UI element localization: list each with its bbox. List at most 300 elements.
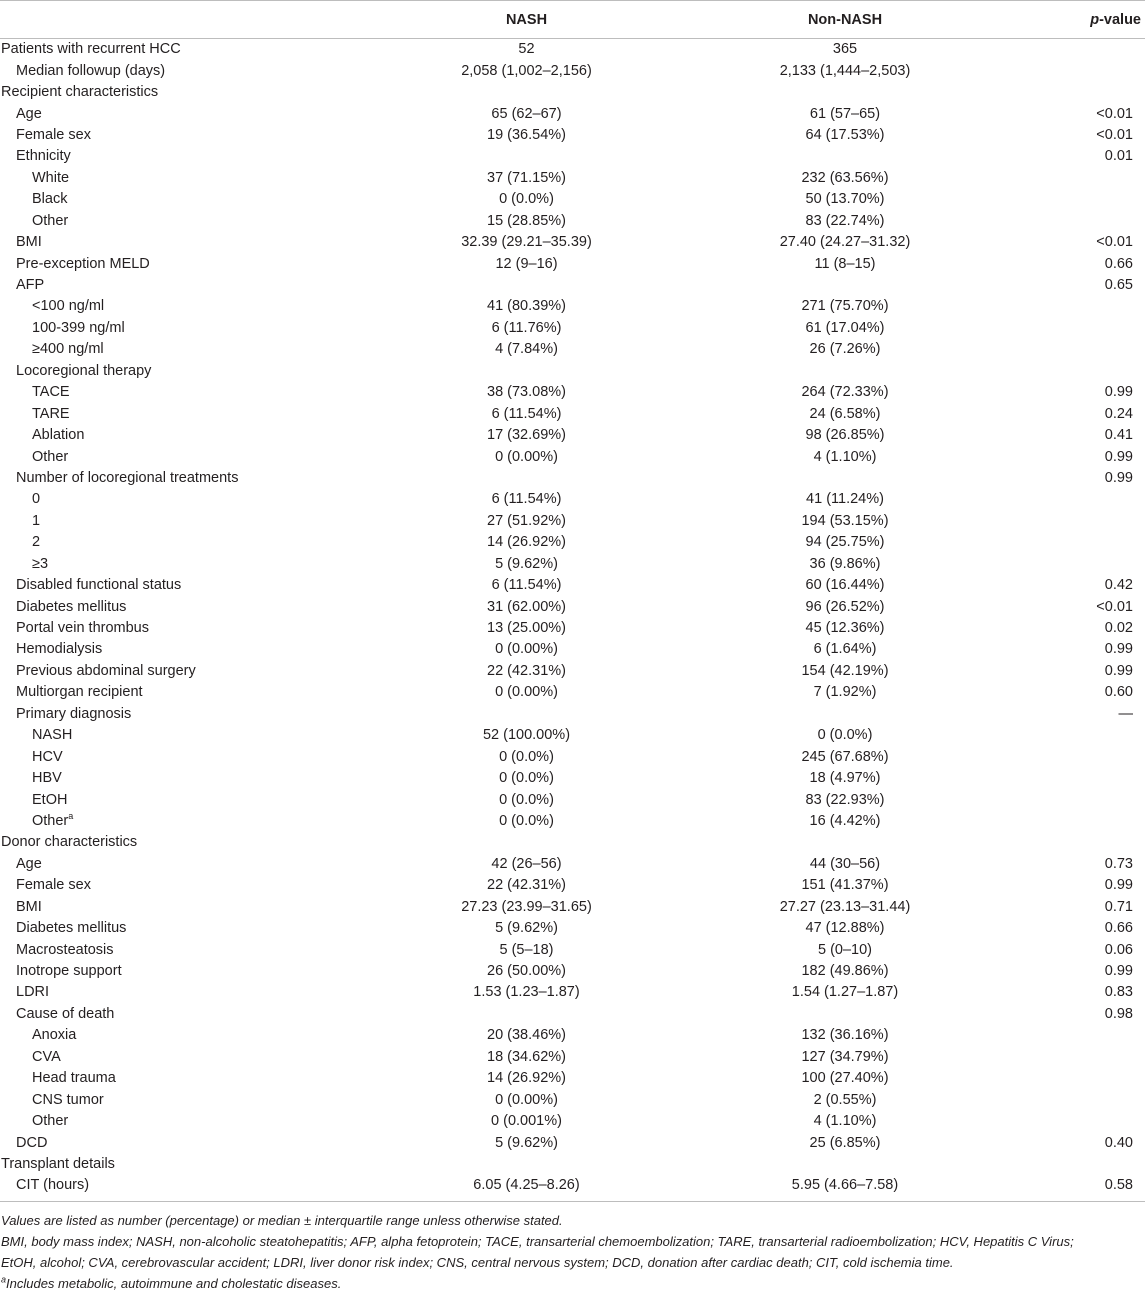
non-nash-value: 83 (22.93%) — [805, 791, 885, 808]
table-row — [0, 532, 1145, 553]
row-label — [0, 232, 395, 253]
non-nash-value: 271 (75.70%) — [801, 298, 889, 315]
row-label-text: AFP — [16, 277, 45, 294]
row-label — [0, 489, 395, 510]
row-label-text: White — [32, 169, 70, 186]
row-label — [0, 82, 395, 103]
nash-value: 6.05 (4.25–8.26) — [395, 1175, 658, 1201]
p-value: 0.99 — [1104, 384, 1133, 401]
row-label — [0, 253, 395, 274]
nash-value: 41 (80.39%) — [487, 298, 566, 315]
row-label-text: Median followup (days) — [16, 62, 166, 79]
row-label-text: <100 ng/ml — [32, 298, 105, 315]
non-nash-value: 151 (41.37%) — [801, 877, 889, 894]
row-label — [0, 425, 395, 446]
row-label — [0, 532, 395, 553]
row-label-text: Diabetes mellitus — [16, 598, 127, 615]
row-label — [0, 1132, 395, 1153]
non-nash-value: 132 (36.16%) — [801, 1027, 889, 1044]
row-label — [0, 1047, 395, 1068]
p-value — [1032, 554, 1145, 575]
nash-value: 20 (38.46%) — [487, 1027, 566, 1044]
row-label-text: Previous abdominal surgery — [16, 662, 196, 679]
nash-value: 17 (32.69%) — [487, 427, 566, 444]
table-row — [0, 1154, 1145, 1175]
non-nash-value: 61 (57–65) — [809, 105, 881, 122]
row-label — [0, 1004, 395, 1025]
row-label-text: Inotrope support — [16, 963, 122, 980]
header-p-suffix: -value — [1099, 11, 1141, 28]
table-row — [0, 253, 1145, 274]
row-label — [0, 1154, 395, 1175]
nash-value: 0 (0.001%) — [491, 1113, 562, 1130]
non-nash-value: 24 (6.58%) — [809, 405, 881, 422]
table-row — [0, 39, 1145, 61]
nash-value: 0 (0.0%) — [499, 748, 554, 765]
p-value: 0.02 — [1104, 620, 1133, 637]
nash-value — [395, 1154, 658, 1175]
row-label-text: Multiorgan recipient — [16, 684, 143, 701]
footnote-values: Values are listed as number (percentage) or median ± interquartile range unless otherwise stated. — [1, 1212, 563, 1228]
row-label — [0, 746, 395, 767]
row-label-text: Age — [16, 105, 42, 122]
nash-value: 5 (5–18) — [499, 941, 554, 958]
table-row — [0, 1089, 1145, 1110]
non-nash-value: 50 (13.70%) — [805, 191, 885, 208]
nash-value: 0 (0.0%) — [499, 770, 554, 787]
table-row — [0, 168, 1145, 189]
row-label-text: 0 — [32, 491, 41, 508]
non-nash-value: 4 (1.10%) — [813, 1113, 877, 1130]
table-row — [0, 1111, 1145, 1132]
p-value: 0.99 — [1104, 963, 1133, 980]
row-label-text: Other — [32, 1113, 69, 1130]
row-label-text: Female sex — [16, 126, 91, 143]
p-value: <0.01 — [1096, 598, 1133, 615]
row-label — [0, 339, 395, 360]
row-label — [0, 704, 395, 725]
non-nash-value: 47 (12.88%) — [805, 920, 885, 937]
row-label-text: DCD — [16, 1134, 48, 1151]
p-value: <0.01 — [1096, 234, 1133, 251]
nash-value: 18 (34.62%) — [487, 1048, 566, 1065]
table-row — [0, 275, 1145, 296]
nash-value: 19 (36.54%) — [487, 126, 566, 143]
p-value — [1032, 789, 1145, 810]
table-row — [0, 918, 1145, 939]
p-value — [1032, 1089, 1145, 1110]
non-nash-value: 100 (27.40%) — [801, 1070, 889, 1087]
nash-value: 42 (26–56) — [491, 855, 562, 872]
p-value — [1032, 39, 1145, 61]
table-row — [0, 446, 1145, 467]
p-value: 0.83 — [1104, 984, 1133, 1001]
row-label-text: Disabled functional status — [16, 577, 182, 594]
table-row — [0, 661, 1145, 682]
row-label — [0, 682, 395, 703]
row-label-text: ≥3 — [32, 555, 49, 572]
nash-value: 14 (26.92%) — [487, 534, 566, 551]
header-nash: NASH — [395, 1, 658, 39]
row-label — [0, 146, 395, 167]
row-label — [0, 554, 395, 575]
table-row — [0, 468, 1145, 489]
p-value — [1032, 532, 1145, 553]
table-row — [0, 382, 1145, 403]
row-label — [0, 1089, 395, 1110]
row-label — [0, 1175, 395, 1201]
row-label — [0, 789, 395, 810]
non-nash-value: 60 (16.44%) — [805, 577, 885, 594]
p-value — [1032, 60, 1145, 81]
row-label — [0, 318, 395, 339]
nash-value: 5 (9.62%) — [495, 1134, 558, 1151]
nash-value: 0 (0.00%) — [495, 448, 558, 465]
nash-value: 5 (9.62%) — [495, 555, 558, 572]
p-value: <0.01 — [1096, 126, 1133, 143]
footnote-a — [1, 1273, 1145, 1294]
row-label-text: 2 — [32, 534, 41, 551]
non-nash-value: 2 (0.55%) — [813, 1091, 877, 1108]
table-row — [0, 1175, 1145, 1201]
table-row — [0, 575, 1145, 596]
p-value: 0.58 — [1032, 1175, 1145, 1201]
p-value — [1032, 189, 1145, 210]
row-label-text: BMI — [16, 234, 42, 251]
nash-value: 0 (0.0%) — [499, 791, 554, 808]
table-row — [0, 361, 1145, 382]
table-footnotes — [0, 1210, 1145, 1294]
row-label — [0, 575, 395, 596]
row-label-text: Hemodialysis — [16, 641, 103, 658]
table-body — [0, 39, 1145, 1202]
row-label-text: Other — [32, 812, 69, 829]
p-value — [1032, 296, 1145, 317]
row-label — [0, 168, 395, 189]
non-nash-value: 94 (25.75%) — [805, 534, 885, 551]
row-label-text: TACE — [32, 384, 70, 401]
row-label-text: Ethnicity — [16, 148, 71, 165]
table-row — [0, 639, 1145, 660]
table-row — [0, 832, 1145, 853]
non-nash-value: 5 (0–10) — [817, 941, 872, 958]
row-label — [0, 768, 395, 789]
nash-value: 38 (73.08%) — [487, 384, 566, 401]
nash-value — [395, 146, 658, 167]
nash-value: 22 (42.31%) — [487, 662, 566, 679]
nash-value: 13 (25.00%) — [487, 620, 566, 637]
header-p-value — [1032, 1, 1145, 39]
p-value — [1032, 725, 1145, 746]
non-nash-value: 194 (53.15%) — [801, 512, 889, 529]
row-label — [0, 832, 395, 853]
p-value: 0.40 — [1104, 1134, 1133, 1151]
non-nash-value: 45 (12.36%) — [805, 620, 885, 637]
nash-value: 6 (11.54%) — [491, 491, 562, 508]
table-row — [0, 725, 1145, 746]
row-label — [0, 211, 395, 232]
row-label — [0, 854, 395, 875]
table-row — [0, 211, 1145, 232]
p-value — [1032, 82, 1145, 103]
nash-value: 0 (0.00%) — [495, 1091, 558, 1108]
row-label-text: 100-399 ng/ml — [32, 319, 125, 336]
non-nash-value: 27.40 (24.27–31.32) — [779, 234, 911, 251]
non-nash-value: 232 (63.56%) — [801, 169, 889, 186]
row-label — [0, 961, 395, 982]
p-value: 0.99 — [1104, 448, 1133, 465]
non-nash-value: 64 (17.53%) — [805, 126, 885, 143]
row-label-text: Other — [32, 448, 69, 465]
non-nash-value — [658, 82, 1032, 103]
header-p-italic: p — [1090, 11, 1100, 28]
p-value — [1032, 489, 1145, 510]
table-row — [0, 939, 1145, 960]
table-row — [0, 125, 1145, 146]
p-value — [1032, 511, 1145, 532]
table-row — [0, 618, 1145, 639]
non-nash-value: 83 (22.74%) — [805, 212, 885, 229]
table-row — [0, 596, 1145, 617]
table-row — [0, 1025, 1145, 1046]
p-value: 0.24 — [1104, 405, 1133, 422]
p-value — [1032, 1111, 1145, 1132]
row-label-text: CIT (hours) — [16, 1177, 90, 1194]
non-nash-value: 25 (6.85%) — [809, 1134, 881, 1151]
table-row — [0, 1004, 1145, 1025]
non-nash-value: 182 (49.86%) — [801, 963, 889, 980]
non-nash-value: 26 (7.26%) — [809, 341, 881, 358]
row-label-text: Age — [16, 855, 42, 872]
row-label-text: Ablation — [32, 427, 85, 444]
non-nash-value: 2,133 (1,444–2,503) — [779, 62, 911, 79]
row-label — [0, 1068, 395, 1089]
row-label-text: Female sex — [16, 877, 91, 894]
table-row — [0, 232, 1145, 253]
table-row — [0, 854, 1145, 875]
table-row — [0, 60, 1145, 81]
nash-value: 27 (51.92%) — [487, 512, 566, 529]
nash-value: 5 (9.62%) — [495, 920, 558, 937]
non-nash-value — [658, 1004, 1032, 1025]
p-value: 0.01 — [1104, 148, 1133, 165]
p-value — [1032, 1047, 1145, 1068]
row-label-text: 1 — [32, 512, 41, 529]
p-value — [1032, 318, 1145, 339]
row-label-text: LDRI — [16, 984, 50, 1001]
nash-value — [395, 1004, 658, 1025]
nash-value — [395, 468, 658, 489]
non-nash-value: 96 (26.52%) — [805, 598, 885, 615]
table-row — [0, 704, 1145, 725]
footnote-abbreviations-2: EtOH, alcohol; CVA, cerebrovascular accident; LDRI, liver donor risk index; CNS, central nervous system; DCD, donation after cardiac death; CIT, cold ischemia time. — [1, 1254, 954, 1270]
row-label-text: Head trauma — [32, 1070, 116, 1087]
nash-value: 12 (9–16) — [495, 255, 558, 272]
table-row — [0, 511, 1145, 532]
row-label — [0, 639, 395, 660]
non-nash-value: 16 (4.42%) — [809, 812, 881, 829]
row-label-text: Primary diagnosis — [16, 705, 132, 722]
table-row — [0, 875, 1145, 896]
row-label — [0, 596, 395, 617]
row-label-text: Portal vein thrombus — [16, 620, 149, 637]
row-label — [0, 403, 395, 424]
p-value — [1032, 339, 1145, 360]
table-row — [0, 339, 1145, 360]
row-label — [0, 939, 395, 960]
row-label-text: Recipient characteristics — [1, 84, 159, 101]
nash-value: 27.23 (23.99–31.65) — [461, 898, 592, 915]
row-label-text: Black — [32, 191, 68, 208]
non-nash-value: 1.54 (1.27–1.87) — [791, 984, 899, 1001]
nash-value: 14 (26.92%) — [487, 1070, 566, 1087]
footnote-marker: a — [68, 811, 74, 822]
nash-value: 31 (62.00%) — [487, 598, 566, 615]
nash-value: 4 (7.84%) — [495, 341, 558, 358]
p-value — [1032, 168, 1145, 189]
row-label — [0, 446, 395, 467]
nash-value — [395, 275, 658, 296]
non-nash-value — [658, 1154, 1032, 1175]
row-label — [0, 661, 395, 682]
nash-value: 6 (11.54%) — [491, 577, 562, 594]
table-row — [0, 403, 1145, 424]
row-label-text: Patients with recurrent HCC — [1, 41, 181, 58]
row-label-text: HCV — [32, 748, 63, 765]
nash-value — [395, 361, 658, 382]
non-nash-value: 27.27 (23.13–31.44) — [779, 898, 911, 915]
p-value: 0.98 — [1104, 1005, 1133, 1022]
non-nash-value — [658, 468, 1032, 489]
table-header — [0, 1, 1145, 39]
nash-value: 1.53 (1.23–1.87) — [473, 984, 580, 1001]
p-value — [1032, 1154, 1145, 1175]
p-value: 0.41 — [1104, 427, 1133, 444]
nash-value: 15 (28.85%) — [487, 212, 566, 229]
table-row — [0, 146, 1145, 167]
non-nash-value: 98 (26.85%) — [805, 427, 885, 444]
p-value: 0.99 — [1104, 469, 1133, 486]
non-nash-value: 61 (17.04%) — [805, 319, 885, 336]
row-label-text: Macrosteatosis — [16, 941, 114, 958]
row-label-text: TARE — [32, 405, 70, 422]
row-label — [0, 103, 395, 124]
row-label — [0, 1025, 395, 1046]
p-value — [1032, 361, 1145, 382]
nash-value: 2,058 (1,002–2,156) — [461, 62, 592, 79]
row-label-text: HBV — [32, 770, 62, 787]
table-row — [0, 961, 1145, 982]
p-value — [1032, 1025, 1145, 1046]
row-label — [0, 875, 395, 896]
nash-value: 0 (0.00%) — [495, 684, 558, 701]
non-nash-value: 154 (42.19%) — [801, 662, 889, 679]
non-nash-value — [658, 832, 1032, 853]
nash-value: 22 (42.31%) — [487, 877, 566, 894]
non-nash-value — [658, 275, 1032, 296]
table-row — [0, 189, 1145, 210]
nash-value — [395, 704, 658, 725]
row-label — [0, 125, 395, 146]
footnote-abbreviations-1: BMI, body mass index; NASH, non-alcoholic steatohepatitis; AFP, alpha fetoprotein; TACE, transarterial chemoembolization; TARE, transarterial radioembolization; HCV, Hepatitis C Virus; — [1, 1233, 1074, 1249]
nash-value: 0 (0.0%) — [499, 191, 554, 208]
table-row — [0, 1068, 1145, 1089]
row-label-text: ≥400 ng/ml — [32, 341, 104, 358]
table-row — [0, 1132, 1145, 1153]
non-nash-value: 4 (1.10%) — [813, 448, 877, 465]
non-nash-value: 127 (34.79%) — [801, 1048, 889, 1065]
nash-value: 6 (11.76%) — [491, 319, 562, 336]
nash-value — [395, 82, 658, 103]
row-label-text: CNS tumor — [32, 1091, 104, 1108]
row-label-text: NASH — [32, 727, 73, 744]
footnote-a-marker: a — [1, 1274, 7, 1285]
table-row — [0, 318, 1145, 339]
non-nash-value: 5.95 (4.66–7.58) — [658, 1175, 1032, 1201]
p-value: — — [1118, 705, 1133, 722]
row-label-text: Pre-exception MELD — [16, 255, 150, 272]
non-nash-value — [658, 146, 1032, 167]
p-value: 0.06 — [1104, 941, 1133, 958]
footnote-a-text: Includes metabolic, autoimmune and cholestatic diseases. — [6, 1275, 342, 1291]
table-row — [0, 489, 1145, 510]
row-label — [0, 361, 395, 382]
row-label-text: Number of locoregional treatments — [16, 469, 239, 486]
row-label — [0, 468, 395, 489]
table-row — [0, 897, 1145, 918]
row-label-text: Locoregional therapy — [16, 362, 152, 379]
row-label — [0, 897, 395, 918]
row-label — [0, 618, 395, 639]
row-label — [0, 982, 395, 1003]
table-row — [0, 1047, 1145, 1068]
non-nash-value: 41 (11.24%) — [806, 491, 884, 508]
p-value — [1032, 746, 1145, 767]
nash-value: 32.39 (29.21–35.39) — [461, 234, 592, 251]
p-value: 0.66 — [1104, 920, 1133, 937]
nash-value: 6 (11.54%) — [491, 405, 562, 422]
non-nash-value — [658, 704, 1032, 725]
non-nash-value: 36 (9.86%) — [809, 555, 881, 572]
p-value — [1032, 1068, 1145, 1089]
row-label — [0, 382, 395, 403]
p-value: 0.42 — [1104, 577, 1133, 594]
non-nash-value: 44 (30–56) — [809, 855, 881, 872]
row-label — [0, 1111, 395, 1132]
p-value — [1032, 211, 1145, 232]
p-value: 0.60 — [1104, 684, 1133, 701]
nash-value: 0 (0.0%) — [499, 812, 554, 829]
row-label — [0, 60, 395, 81]
nash-value: 52 — [518, 41, 535, 58]
p-value: 0.66 — [1104, 255, 1133, 272]
nash-value: 0 (0.00%) — [495, 641, 558, 658]
row-label-text: Anoxia — [32, 1027, 77, 1044]
row-label — [0, 189, 395, 210]
table-row — [0, 103, 1145, 124]
p-value: 0.71 — [1104, 898, 1133, 915]
row-label — [0, 725, 395, 746]
row-label-text: Other — [32, 212, 69, 229]
non-nash-value: 7 (1.92%) — [813, 684, 877, 701]
non-nash-value — [658, 361, 1032, 382]
p-value: <0.01 — [1096, 105, 1133, 122]
row-label — [0, 811, 395, 832]
row-label-text: BMI — [16, 898, 42, 915]
row-label — [0, 39, 395, 61]
p-value: 0.73 — [1104, 855, 1133, 872]
table-row — [0, 554, 1145, 575]
